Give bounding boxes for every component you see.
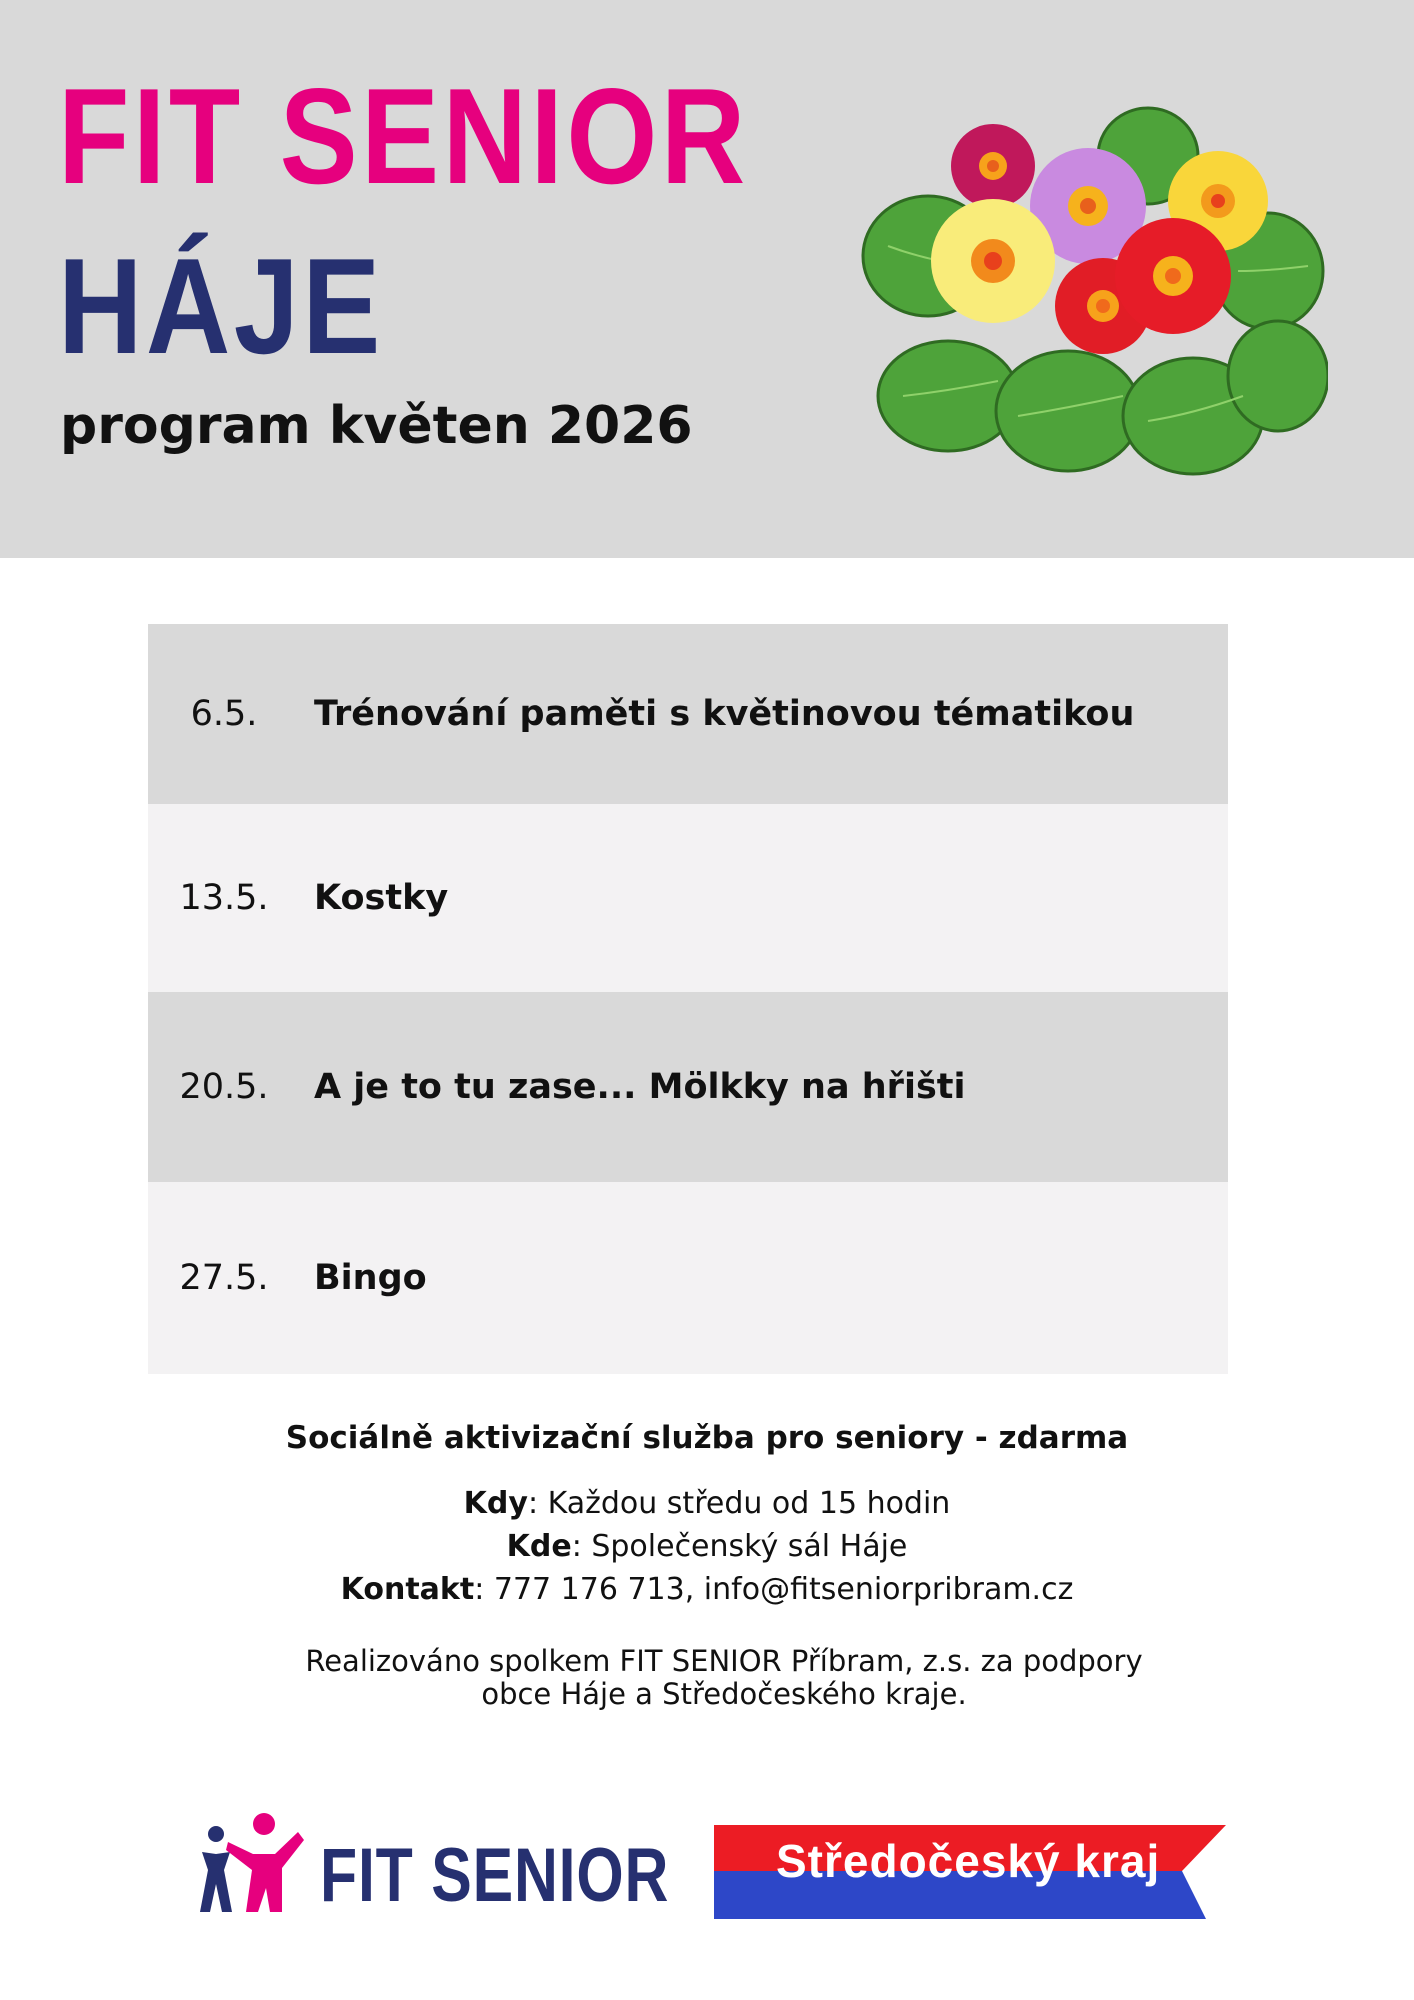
event-date: 13.5. (179, 878, 269, 918)
schedule-row (148, 992, 1228, 1182)
contact-value: : 777 176 713, info@fitseniorpribram.cz (474, 1572, 1074, 1607)
contact-line (0, 1568, 1414, 1611)
when-label: Kdy (463, 1486, 528, 1521)
when-value: : Každou středu od 15 hodin (527, 1486, 951, 1521)
event-name: Trénování paměti s květinovou tématikou (314, 694, 1135, 734)
schedule-row (148, 1182, 1228, 1374)
schedule-row (148, 624, 1228, 804)
primrose-flowers-icon (858, 96, 1328, 476)
where-value: : Společenský sál Háje (571, 1529, 908, 1564)
event-name: Bingo (314, 1258, 427, 1298)
where-label: Kde (506, 1529, 572, 1564)
stredocesky-kraj-logo-text: Středočeský kraj (776, 1835, 1161, 1887)
where-line (0, 1525, 1414, 1568)
event-name: A je to tu zase... Mölkky na hřišti (314, 1067, 966, 1107)
program-schedule (148, 624, 1228, 1374)
event-date: 6.5. (190, 694, 258, 734)
event-date: 20.5. (179, 1067, 269, 1107)
event-name: Kostky (314, 878, 449, 918)
credit-line-1: Realizováno spolkem FIT SENIOR Příbram, z.s. za podpory (305, 1644, 1143, 1678)
schedule-row (148, 804, 1228, 992)
when-line (0, 1482, 1414, 1525)
credit-text (34, 1645, 1414, 1711)
info-section (0, 1420, 1414, 1711)
title-fit-senior: FIT SENIOR (58, 60, 749, 212)
credit-line-2: obce Háje a Středočeského kraje. (481, 1677, 967, 1711)
event-date: 27.5. (179, 1258, 269, 1298)
fit-senior-logo-text: FIT SENIOR (320, 1833, 670, 1918)
contact-label: Kontakt (340, 1572, 475, 1607)
program-subtitle: program květen 2026 (60, 396, 693, 456)
service-description: Sociálně aktivizační služba pro seniory - zdarma (285, 1420, 1129, 1456)
title-haje: HÁJE (58, 230, 384, 382)
